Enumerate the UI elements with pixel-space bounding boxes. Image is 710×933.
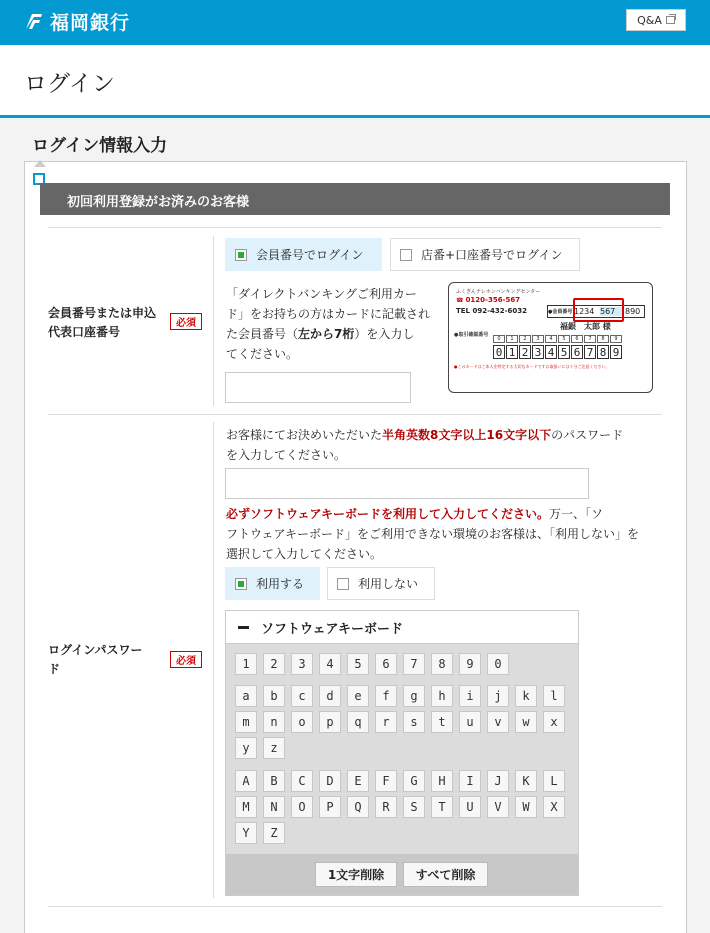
- card-free-dial: ☎ 0120-356-567: [456, 296, 521, 304]
- radio-checkbox-icon: [235, 249, 247, 261]
- keyboard-header: [226, 611, 578, 644]
- password-description: お客様にてお決めいただいた半角英数8文字以上16文字以下のパスワード を入力してください。: [226, 428, 624, 462]
- key-l[interactable]: l: [543, 685, 565, 707]
- desc-line: 「ダイレクトバンキングご利用カー: [226, 287, 417, 301]
- key-x[interactable]: x: [543, 711, 565, 733]
- password-input[interactable]: [225, 468, 589, 499]
- key-j[interactable]: j: [487, 685, 509, 707]
- row-divider: [48, 227, 662, 228]
- key-S[interactable]: S: [403, 796, 425, 818]
- tab-branch-account-login[interactable]: [390, 238, 580, 271]
- title-bar: [0, 45, 710, 118]
- tab-label: 会員番号でログイン: [256, 248, 364, 262]
- card-member-number: ●会員番号 1234 567 890: [547, 305, 645, 318]
- required-badge: 必須: [170, 313, 202, 330]
- key-K[interactable]: K: [515, 770, 537, 792]
- use-keyboard-option[interactable]: 利用する: [225, 567, 320, 600]
- collapse-minus-icon[interactable]: [230, 614, 256, 640]
- card-pin-label: ●取引確認番号: [454, 332, 489, 338]
- card-heading: ふくぎんテレホンバンキングセンター: [456, 289, 541, 295]
- key-N[interactable]: N: [263, 796, 285, 818]
- key-V[interactable]: V: [487, 796, 509, 818]
- card-tab-marker: [34, 160, 46, 167]
- key-G[interactable]: G: [403, 770, 425, 792]
- radio-checkbox-icon: [400, 249, 412, 261]
- tab-label: 店番+口座番号でログイン: [421, 248, 563, 262]
- key-I[interactable]: I: [459, 770, 481, 792]
- key-8[interactable]: 8: [431, 653, 453, 675]
- member-number-highlight: [573, 298, 624, 322]
- key-5[interactable]: 5: [347, 653, 369, 675]
- member-number-description: [226, 284, 442, 364]
- key-B[interactable]: B: [263, 770, 285, 792]
- key-h[interactable]: h: [431, 685, 453, 707]
- key-4[interactable]: 4: [319, 653, 341, 675]
- keyboard-warning: 必ずソフトウェアキーボードを利用して入力してください。万一、「ソ フトウェアキーボード」をご利用できない環境のお客様は、「利用しない」を 選択して入力してください。: [226, 507, 640, 561]
- digits-emphasis: 左から7桁: [298, 327, 355, 341]
- key-X[interactable]: X: [543, 796, 565, 818]
- key-q[interactable]: q: [347, 711, 369, 733]
- key-7[interactable]: 7: [403, 653, 425, 675]
- key-k[interactable]: k: [515, 685, 537, 707]
- key-W[interactable]: W: [515, 796, 537, 818]
- external-window-icon: [666, 16, 675, 24]
- key-O[interactable]: O: [291, 796, 313, 818]
- key-Z[interactable]: Z: [263, 822, 285, 844]
- desc-line: てください。: [226, 347, 299, 361]
- key-s[interactable]: s: [403, 711, 425, 733]
- page-title: ログイン: [24, 71, 115, 97]
- key-A[interactable]: A: [235, 770, 257, 792]
- top-header: [0, 0, 710, 45]
- key-R[interactable]: R: [375, 796, 397, 818]
- member-number-input[interactable]: [225, 372, 411, 403]
- key-U[interactable]: U: [459, 796, 481, 818]
- key-J[interactable]: J: [487, 770, 509, 792]
- section-title: ログイン情報入力: [32, 136, 168, 156]
- required-badge: 必須: [170, 651, 202, 668]
- key-u[interactable]: u: [459, 711, 481, 733]
- qa-button[interactable]: [626, 9, 686, 31]
- tab-member-login[interactable]: [225, 238, 382, 271]
- radio-checkbox-icon: [337, 578, 349, 590]
- keyboard-title: ソフトウェアキーボード: [261, 621, 403, 637]
- key-v[interactable]: v: [487, 711, 509, 733]
- column-divider: [213, 422, 214, 898]
- key-P[interactable]: P: [319, 796, 341, 818]
- radio-checkbox-icon: [235, 578, 247, 590]
- key-1[interactable]: 1: [235, 653, 257, 675]
- software-keyboard: [225, 610, 579, 896]
- key-e[interactable]: e: [347, 685, 369, 707]
- bank-logo[interactable]: [22, 8, 130, 35]
- key-6[interactable]: 6: [375, 653, 397, 675]
- password-label: ログインパスワー ド: [48, 643, 143, 676]
- key-F[interactable]: F: [375, 770, 397, 792]
- key-Q[interactable]: Q: [347, 796, 369, 818]
- card-pin-index-row: 0 1 2 3 4 5 6 7 8 9: [493, 335, 623, 343]
- key-t[interactable]: t: [431, 711, 453, 733]
- key-E[interactable]: E: [347, 770, 369, 792]
- key-o[interactable]: o: [291, 711, 313, 733]
- customer-type-bar: 初回利用登録がお済みのお客様: [40, 183, 670, 215]
- key-3[interactable]: 3: [291, 653, 313, 675]
- qa-label: Q&A: [637, 13, 662, 27]
- key-0[interactable]: 0: [487, 653, 509, 675]
- keyboard-footer: [226, 854, 578, 895]
- key-f[interactable]: f: [375, 685, 397, 707]
- key-M[interactable]: M: [235, 796, 257, 818]
- key-D[interactable]: D: [319, 770, 341, 792]
- key-p[interactable]: p: [319, 711, 341, 733]
- row-divider: [48, 906, 662, 907]
- key-C[interactable]: C: [291, 770, 313, 792]
- bank-logo-icon: [22, 11, 44, 33]
- key-w[interactable]: w: [515, 711, 537, 733]
- key-z[interactable]: z: [263, 737, 285, 759]
- desc-line: ド」をお持ちの方はカードに記載され: [226, 307, 431, 321]
- key-m[interactable]: m: [235, 711, 257, 733]
- key-n[interactable]: n: [263, 711, 285, 733]
- card-pin-digits: 0 1 2 3 4 5 6 7 8 9: [493, 345, 623, 359]
- column-divider: [213, 236, 214, 406]
- key-a[interactable]: a: [235, 685, 257, 707]
- banking-card-illustration: [448, 282, 653, 393]
- delete-all-button[interactable]: すべて削除: [403, 862, 488, 887]
- card-note: ●このカードはご本人を特定する大切なカードですお取扱いには十分ご注意ください。: [454, 364, 610, 369]
- key-L[interactable]: L: [543, 770, 565, 792]
- row-divider: [48, 414, 662, 415]
- card-tel: TEL 092-432-6032: [456, 307, 527, 315]
- key-c[interactable]: c: [291, 685, 313, 707]
- delete-one-button[interactable]: 1文字削除: [315, 862, 397, 887]
- no-keyboard-option[interactable]: 利用しない: [327, 567, 435, 600]
- key-r[interactable]: r: [375, 711, 397, 733]
- desc-line: た会員番号（左から7桁）を入力し: [226, 327, 415, 341]
- key-d[interactable]: d: [319, 685, 341, 707]
- key-Y[interactable]: Y: [235, 822, 257, 844]
- key-9[interactable]: 9: [459, 653, 481, 675]
- card-holder-name: 福銀 太郎 様: [560, 322, 611, 331]
- key-2[interactable]: 2: [263, 653, 285, 675]
- key-b[interactable]: b: [263, 685, 285, 707]
- key-i[interactable]: i: [459, 685, 481, 707]
- key-H[interactable]: H: [431, 770, 453, 792]
- member-number-label: 会員番号または申込代表口座番号: [48, 306, 157, 339]
- bank-name: 福岡銀行: [50, 12, 131, 34]
- key-y[interactable]: y: [235, 737, 257, 759]
- key-g[interactable]: g: [403, 685, 425, 707]
- key-T[interactable]: T: [431, 796, 453, 818]
